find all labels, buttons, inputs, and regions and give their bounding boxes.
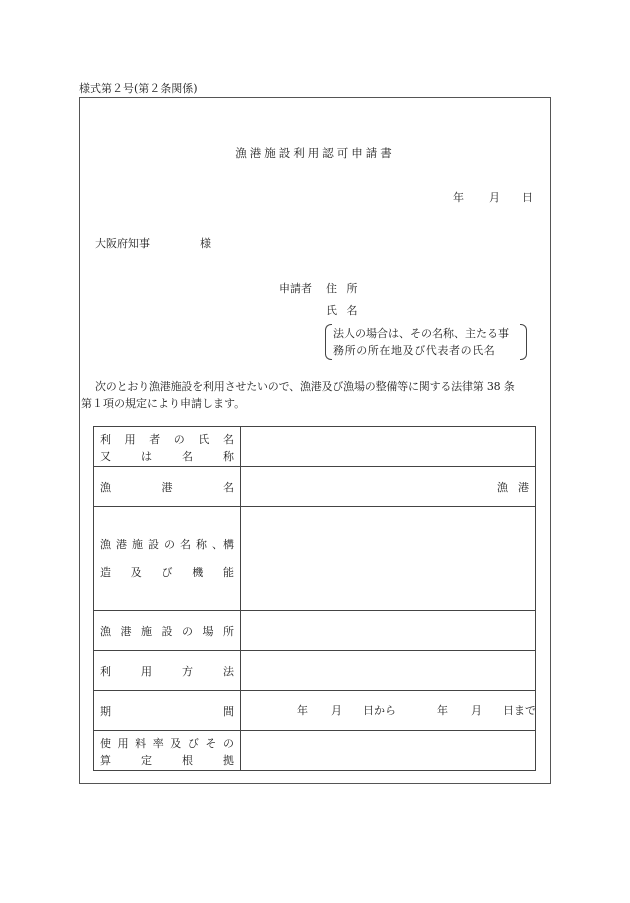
char: 称 xyxy=(196,537,207,551)
char: の xyxy=(222,736,234,750)
char: 施 xyxy=(132,537,143,551)
char: び xyxy=(187,736,199,750)
label-user-name-line1 xyxy=(100,430,234,450)
char: の xyxy=(173,432,185,446)
char: 名 xyxy=(180,537,191,551)
row-usage-method xyxy=(94,651,536,691)
body-line-2: 第１項の規定により申請します。 xyxy=(81,397,246,410)
char: 使 xyxy=(100,736,111,750)
char: 港 xyxy=(116,537,127,551)
char: 用 xyxy=(141,664,152,678)
addressee-name: 大阪府知事 xyxy=(95,237,150,250)
char: 所 xyxy=(223,624,234,638)
label-user-name-line2 xyxy=(100,450,234,464)
row-fee-rate xyxy=(94,731,536,771)
char: 定 xyxy=(141,753,152,767)
value-facility-structure[interactable] xyxy=(241,507,536,611)
char: 及 xyxy=(170,736,182,750)
char: 率 xyxy=(152,736,164,750)
char: 又 xyxy=(100,449,111,463)
char: 氏 xyxy=(198,432,210,446)
char: 漁 xyxy=(100,537,111,551)
port-suffix-1: 漁 xyxy=(497,480,508,494)
char: 利 xyxy=(100,664,111,678)
applicant-note-line1: 法人の場合は、その名称、主たる事 xyxy=(333,327,509,340)
char: 名 xyxy=(182,449,193,463)
label-usage-method xyxy=(94,651,241,691)
char: 能 xyxy=(223,565,234,579)
char: 用 xyxy=(117,736,129,750)
label-facility-line2 xyxy=(100,559,234,587)
addressee-honorific: 様 xyxy=(200,237,211,250)
row-user-name xyxy=(94,427,536,467)
label-port-name-text xyxy=(100,479,234,495)
char: 施 xyxy=(141,624,152,638)
form-number: 様式第２号(第２条関係) xyxy=(79,82,198,95)
period-start-month: 月 xyxy=(331,704,342,717)
char: 港 xyxy=(120,624,132,638)
label-fee-rate-line2 xyxy=(100,754,234,768)
char: 名 xyxy=(223,480,234,494)
value-facility-location[interactable] xyxy=(241,611,536,651)
value-port-name[interactable] xyxy=(241,467,536,507)
label-period xyxy=(94,691,241,731)
char: 称 xyxy=(223,449,234,463)
char: 港 xyxy=(161,480,173,494)
label-usage-method-text xyxy=(100,663,234,679)
char: 設 xyxy=(148,537,159,551)
value-user-name[interactable] xyxy=(241,427,536,467)
char: 法 xyxy=(223,664,234,678)
char: 方 xyxy=(182,664,193,678)
char: の xyxy=(164,537,175,551)
char: 機 xyxy=(192,565,204,579)
char: 名 xyxy=(222,432,234,446)
applicant-label: 申請者 xyxy=(279,282,312,295)
period-end-month: 月 xyxy=(471,704,482,717)
label-facility-location-text xyxy=(100,623,234,639)
row-facility-location xyxy=(94,611,536,651)
char: 算 xyxy=(100,753,111,767)
label-facility-structure xyxy=(94,507,241,611)
port-suffix-2: 港 xyxy=(518,480,529,494)
char: 根 xyxy=(182,753,193,767)
application-table xyxy=(93,426,536,771)
char: は xyxy=(141,449,152,463)
char: 漁 xyxy=(100,480,111,494)
row-facility-structure xyxy=(94,507,536,611)
date-month: 月 xyxy=(489,191,500,204)
label-facility-location xyxy=(94,611,241,651)
applicant-note-line2: 務所の所在地及び代表者の氏名 xyxy=(333,344,496,357)
label-fee-rate xyxy=(94,731,241,771)
note-bracket-right xyxy=(520,324,527,360)
period-start-year: 年 xyxy=(297,704,308,717)
char: 利 xyxy=(100,432,111,446)
period-start-day: 日から xyxy=(363,704,396,717)
note-bracket-left xyxy=(325,324,332,360)
address-label: 住 所 xyxy=(326,282,361,295)
period-end-year: 年 xyxy=(437,704,448,717)
value-period[interactable] xyxy=(241,691,536,731)
name-label: 氏 名 xyxy=(326,304,361,317)
char: び xyxy=(161,565,173,579)
char: の xyxy=(182,624,193,638)
body-line-1: 次のとおり漁港施設を利用させたいので、漁港及び漁場の整備等に関する法律第 38 条 xyxy=(95,380,515,393)
label-user-name xyxy=(94,427,241,467)
label-fee-rate-line1 xyxy=(100,734,234,754)
form-title: 漁港施設利用認可申請書 xyxy=(235,146,395,160)
value-usage-method[interactable] xyxy=(241,651,536,691)
row-port-name xyxy=(94,467,536,507)
char: 料 xyxy=(135,736,147,750)
label-period-text xyxy=(100,703,234,719)
char: 造 xyxy=(100,565,111,579)
char: 用 xyxy=(124,432,136,446)
date-day: 日 xyxy=(522,191,533,204)
char: 設 xyxy=(161,624,173,638)
label-facility-line1 xyxy=(100,531,234,559)
value-fee-rate[interactable] xyxy=(241,731,536,771)
char: 拠 xyxy=(223,753,234,767)
char: 期 xyxy=(100,704,111,718)
char: 及 xyxy=(130,565,142,579)
date-year: 年 xyxy=(453,191,464,204)
row-period xyxy=(94,691,536,731)
char: 漁 xyxy=(100,624,111,638)
period-end-day: 日まで xyxy=(503,704,536,717)
char: 者 xyxy=(149,432,161,446)
label-port-name xyxy=(94,467,241,507)
char: 間 xyxy=(223,704,234,718)
char: 場 xyxy=(202,624,214,638)
char: そ xyxy=(205,736,217,750)
char: 、構 xyxy=(212,537,234,551)
